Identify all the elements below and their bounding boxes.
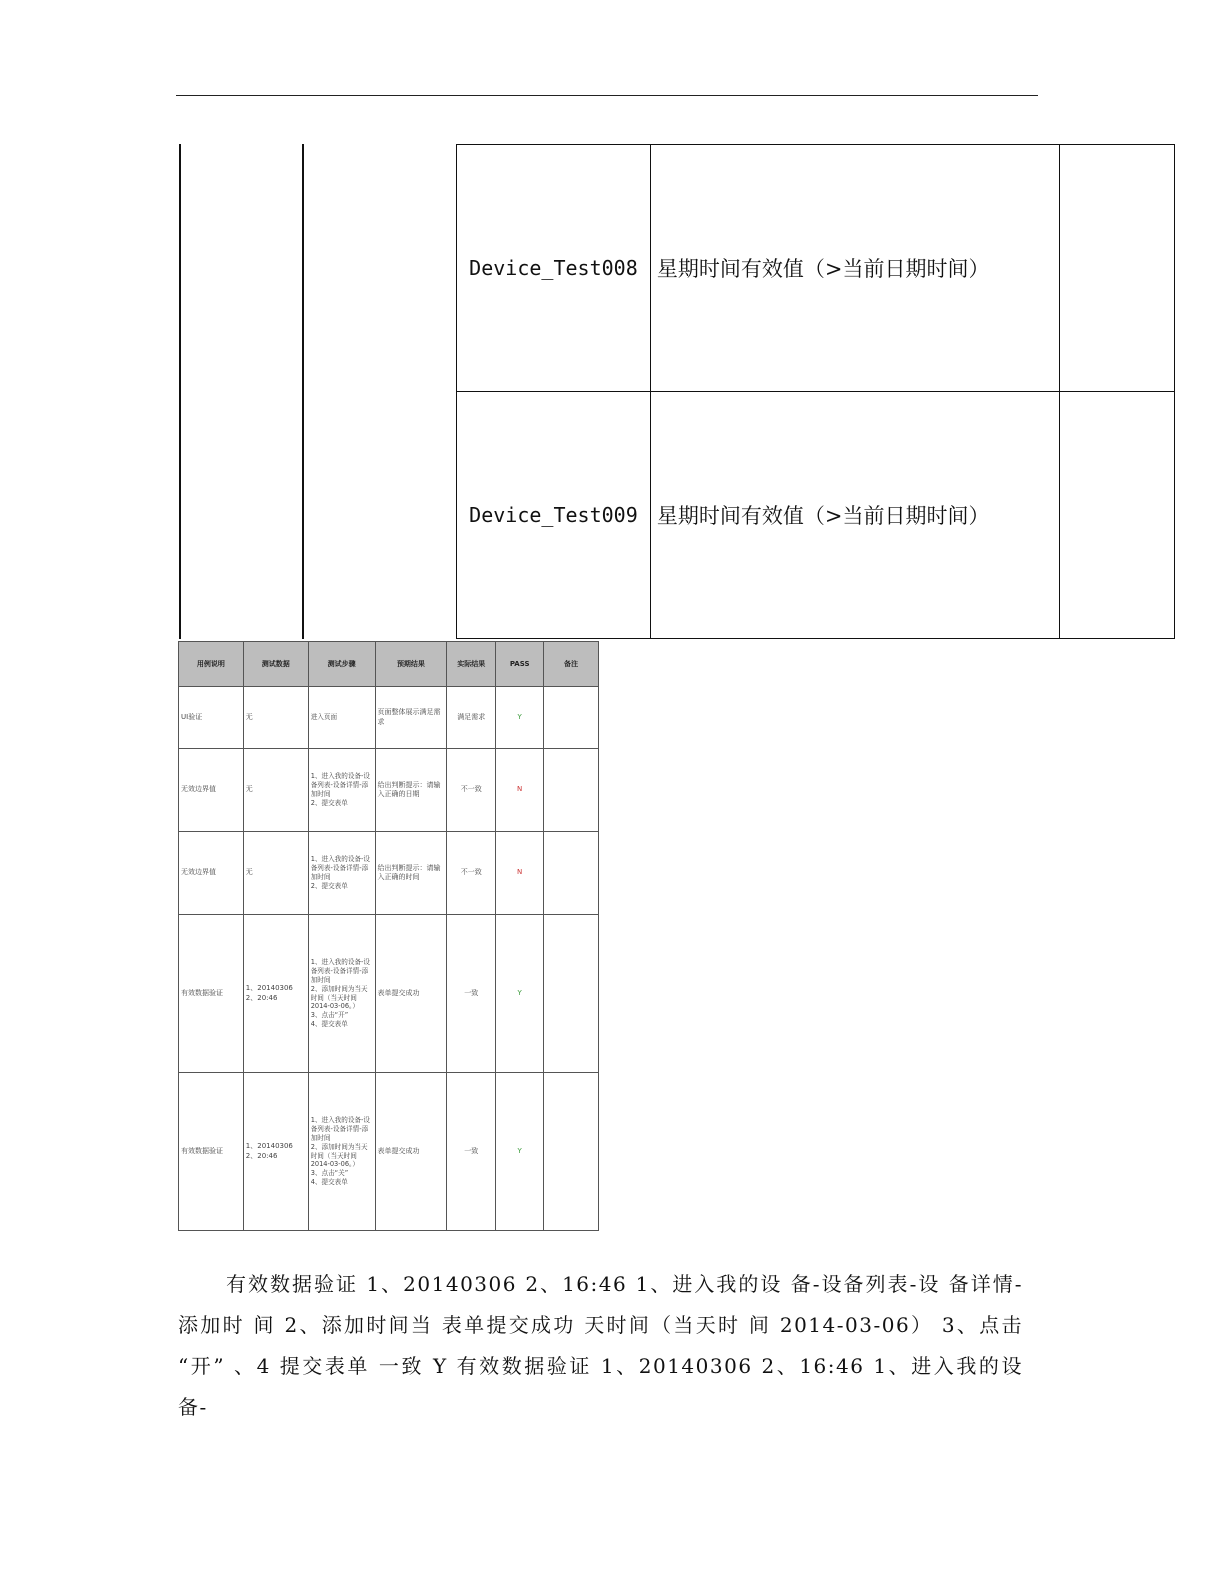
cell-note [544, 1073, 599, 1231]
cell-actual: 一致 [447, 915, 496, 1073]
header-rule [176, 95, 1038, 96]
cell-pass: N [496, 749, 544, 832]
cell-expected: 表单提交成功 [375, 915, 447, 1073]
cell-desc: 无效边界值 [179, 832, 244, 915]
empty-cell [1060, 392, 1175, 639]
table-header-row [179, 642, 599, 687]
cell-steps: 1、进入我的设备-设备列表-设备详情-添加时间 2、提交表单 [308, 832, 375, 915]
cell-actual: 一致 [447, 1073, 496, 1231]
empty-cell [1060, 145, 1175, 392]
cell-steps: 1、进入我的设备-设备列表-设备详情-添加时间 2、添加时间为当天时间（当天时间2014-03-06。） 3、点击“关” 4、提交表单 [308, 1073, 375, 1231]
cell-steps: 进入页面 [308, 687, 375, 749]
cell-desc: UI验证 [179, 687, 244, 749]
header-desc: 用例说明 [179, 642, 244, 687]
table-row [179, 915, 599, 1073]
cell-expected: 表单提交成功 [375, 1073, 447, 1231]
header-actual: 实际结果 [447, 642, 496, 687]
header-pass: PASS [496, 642, 544, 687]
table-row [457, 392, 1175, 639]
table-left-border [179, 144, 181, 639]
case-desc-cell: 星期时间有效值（>当前日期时间） [650, 145, 1060, 392]
header-data: 测试数据 [243, 642, 308, 687]
cell-pass: Y [496, 915, 544, 1073]
cell-actual: 不一致 [447, 749, 496, 832]
case-id-cell: Device_Test008 [457, 145, 651, 392]
cell-data: 1、20140306 2、20:46 [243, 1073, 308, 1231]
cell-desc: 无效边界值 [179, 749, 244, 832]
header-note: 备注 [544, 642, 599, 687]
test-case-grid [456, 144, 1175, 639]
header-steps: 测试步骤 [308, 642, 375, 687]
cell-data: 1、20140306 2、20:46 [243, 915, 308, 1073]
cell-steps: 1、进入我的设备-设备列表-设备详情-添加时间 2、提交表单 [308, 749, 375, 832]
header-expected: 预期结果 [375, 642, 447, 687]
cell-note [544, 832, 599, 915]
cell-expected: 给出判断提示：请输入正确的时间 [375, 832, 447, 915]
embedded-test-result-table [178, 641, 599, 1231]
table-column-divider [302, 144, 304, 639]
cell-note [544, 915, 599, 1073]
cell-actual: 满足需求 [447, 687, 496, 749]
cell-expected: 页面整体展示满足需求 [375, 687, 447, 749]
cell-note [544, 749, 599, 832]
cell-pass: Y [496, 687, 544, 749]
cell-desc: 有效数据验证 [179, 1073, 244, 1231]
cell-pass: N [496, 832, 544, 915]
table-row [179, 1073, 599, 1231]
body-paragraph: 有效数据验证 1、20140306 2、16:46 1、进入我的设 备-设备列表-设 备详情-添加时 间 2、添加时间当 表单提交成功 天时间（当天时 间 2014-03-06） 3、点击 “开” 、4 提交表单 一致 Y 有效数据验证 1、20140306 2、16:46 1、进入我的设 备- [178, 1272, 1023, 1419]
test-case-table-fragment [179, 144, 1175, 639]
cell-note [544, 687, 599, 749]
cell-actual: 不一致 [447, 832, 496, 915]
cell-expected: 给出判断提示：请输入正确的日期 [375, 749, 447, 832]
table-row [179, 749, 599, 832]
cell-desc: 有效数据验证 [179, 915, 244, 1073]
cell-pass: Y [496, 1073, 544, 1231]
table-row [179, 832, 599, 915]
cell-data: 无 [243, 749, 308, 832]
case-desc-cell: 星期时间有效值（>当前日期时间） [650, 392, 1060, 639]
table-row [179, 687, 599, 749]
table-row [457, 145, 1175, 392]
case-id-cell: Device_Test009 [457, 392, 651, 639]
cell-data: 无 [243, 832, 308, 915]
cell-steps: 1、进入我的设备-设备列表-设备详情-添加时间 2、添加时间为当天时间（当天时间2014-03-06。） 3、点击“开” 4、提交表单 [308, 915, 375, 1073]
cell-data: 无 [243, 687, 308, 749]
